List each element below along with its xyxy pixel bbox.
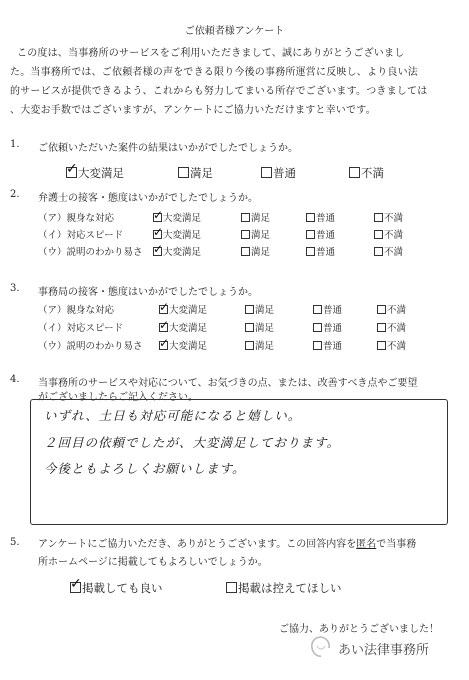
intro-line-3: 的サービスが提供できるよう、これからも努力してまいる所存でございます。つきましては xyxy=(10,86,428,97)
q3-r2-unsatisfied[interactable]: 不満 xyxy=(377,320,406,334)
q2-row-label: （イ）対応スピード xyxy=(38,230,124,241)
q2-r2-very-satisfied[interactable]: ✓ 大変満足 xyxy=(153,225,202,241)
q2-r1-satisfied[interactable]: 満足 xyxy=(241,210,270,224)
checkbox[interactable] xyxy=(349,167,360,178)
q3-r3-very-satisfied[interactable]: ✓ 大変満足 xyxy=(159,336,208,352)
q1-option-neutral[interactable]: 普通 xyxy=(261,165,296,181)
handwritten-line-1: いずれ、土日も対応可能になると嬉しい。 xyxy=(44,408,302,423)
q1-option-unsatisfied[interactable]: 不満 xyxy=(349,165,384,181)
q3-r3-neutral[interactable]: 普通 xyxy=(313,338,342,352)
office-logo-icon xyxy=(308,634,334,660)
q2-r3-satisfied[interactable]: 満足 xyxy=(241,244,270,258)
q2-r2-unsatisfied[interactable]: 不満 xyxy=(374,227,403,241)
q2-r1-neutral[interactable]: 普通 xyxy=(306,210,335,224)
checkmark-icon: ✓ xyxy=(159,336,170,350)
q3-row-label: （ア）親身な対応 xyxy=(38,305,115,316)
checkbox[interactable] xyxy=(66,161,78,178)
q4-question-line-2: がございましたらご記入ください。 xyxy=(38,392,198,403)
q2-row-label: （ア）親身な対応 xyxy=(38,213,115,224)
q2-r2-satisfied[interactable]: 満足 xyxy=(241,227,270,241)
q3-r2-neutral[interactable]: 普通 xyxy=(313,320,342,334)
checkbox[interactable] xyxy=(261,167,272,178)
checkbox[interactable] xyxy=(178,167,189,178)
checkmark-icon: ✓ xyxy=(159,318,170,332)
q5-number: 5. xyxy=(10,537,20,548)
q3-r2-very-satisfied[interactable]: ✓ 大変満足 xyxy=(159,318,208,334)
checkmark-icon: ✓ xyxy=(159,300,170,314)
q3-r3-satisfied[interactable]: 満足 xyxy=(245,338,274,352)
q2-r3-unsatisfied[interactable]: 不満 xyxy=(374,244,403,258)
handwritten-line-2: ２回目の依頼でしたが、大変満足しております。 xyxy=(44,435,341,450)
handwritten-line-3: 今後ともよろしくお願いします。 xyxy=(44,461,246,476)
checkmark-icon: ✓ xyxy=(153,225,164,239)
q3-r1-very-satisfied[interactable]: ✓ 大変満足 xyxy=(159,300,208,316)
checkbox[interactable] xyxy=(70,576,82,593)
q1-number: 1. xyxy=(10,139,20,150)
q2-r3-neutral[interactable]: 普通 xyxy=(306,244,335,258)
q3-row-label: （ウ）説明のわかり易さ xyxy=(38,341,143,352)
checkmark-icon: ✓ xyxy=(70,576,82,592)
q3-r3-unsatisfied[interactable]: 不満 xyxy=(377,338,406,352)
thanks-text: ご協力、ありがとうございました！ xyxy=(279,624,439,635)
q3-r1-satisfied[interactable]: 満足 xyxy=(245,302,274,316)
office-name: あい法律事務所 xyxy=(338,643,430,658)
q1-question: ご依頼いただいた案件の結果はいかがでしたでしょうか。 xyxy=(38,143,298,154)
q2-number: 2. xyxy=(10,189,20,200)
q3-row-label: （イ）対応スピード xyxy=(38,323,124,334)
q3-r1-unsatisfied[interactable]: 不満 xyxy=(377,302,406,316)
q2-question: 弁護士の接客・態度はいかがでしたでしょうか。 xyxy=(38,193,258,204)
checkmark-icon: ✓ xyxy=(66,161,78,177)
q2-r2-neutral[interactable]: 普通 xyxy=(306,227,335,241)
q5-option-decline[interactable]: 掲載は控えてほしい xyxy=(226,580,342,596)
q1-option-very-satisfied[interactable]: ✓ 大変満足 xyxy=(66,161,124,180)
intro-line-1: この度は、当事務所のサービスをご利用いただきまして、誠にありがとうございまし xyxy=(17,48,405,59)
q4-number: 4. xyxy=(10,374,20,385)
survey-title: ご依頼者様アンケート xyxy=(184,26,285,37)
checkmark-icon: ✓ xyxy=(153,208,164,222)
q5-option-allow[interactable]: ✓ 掲載しても良い xyxy=(70,576,163,595)
q4-question-line-1: 当事務所のサービスや対応について、お気づきの点、または、改善すべき点やご要望 xyxy=(38,378,418,389)
checkmark-icon: ✓ xyxy=(153,242,164,256)
q5-question-line-2: 所ホームページに掲載してもよろしいでしょうか。 xyxy=(38,557,268,568)
q2-row-label: （ウ）説明のわかり易さ xyxy=(38,247,143,258)
intro-line-2: た。当事務所では、ご依頼者様の声をできる限り今後の事務所運営に反映し、より良い法 xyxy=(10,67,418,78)
q3-number: 3. xyxy=(10,283,20,294)
q2-r3-very-satisfied[interactable]: ✓ 大変満足 xyxy=(153,242,202,258)
q3-r2-satisfied[interactable]: 満足 xyxy=(245,320,274,334)
q2-r1-unsatisfied[interactable]: 不満 xyxy=(374,210,403,224)
q3-question: 事務局の接客・態度はいかがでしたでしょうか。 xyxy=(38,287,258,298)
intro-line-4: 、大変お手数ではございますが、アンケートにご協力いただけますと幸いです。 xyxy=(10,105,376,116)
q3-r1-neutral[interactable]: 普通 xyxy=(313,302,342,316)
q2-r1-very-satisfied[interactable]: ✓ 大変満足 xyxy=(153,208,202,224)
q1-option-satisfied[interactable]: 満足 xyxy=(178,165,213,181)
q5-question-line-1: アンケートにご協力いただき、ありがとうございます。この回答内容を匿名で当事務 xyxy=(38,539,417,550)
anonymous-emphasis: 匿名 xyxy=(356,539,377,550)
checkbox[interactable] xyxy=(226,582,237,593)
